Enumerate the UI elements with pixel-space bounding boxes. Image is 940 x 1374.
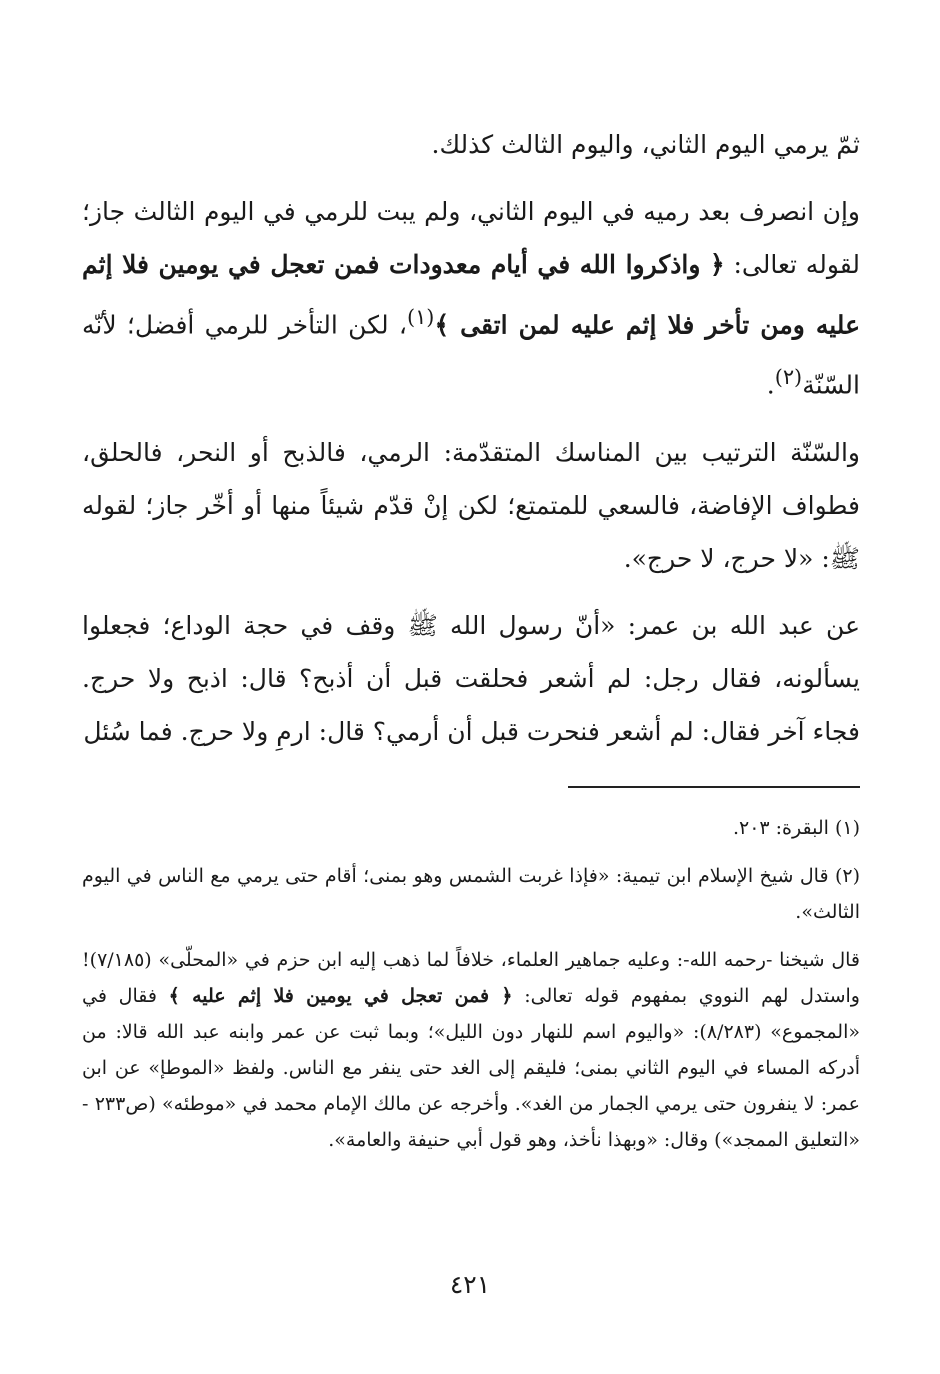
paragraph-2-text: وإن انصرف بعد رميه في اليوم الثاني، ولم يبت للرمي في اليوم الثالث جاز؛ لقوله تعالى: <box>82 197 860 279</box>
footnote-commentary-text: قال شيخنا -رحمه الله-: وعليه جماهير العلماء، خلافاً لما ذهب إليه ابن حزم في «المحلّى» (٧/١٨٥)! واستدل لهم النووي بمفهوم قوله تعالى: <box>82 948 860 1007</box>
paragraph-2-end: . <box>766 370 775 400</box>
paragraph-3: والسّنّة الترتيب بين المناسك المتقدّمة: الرمي، فالذبح أو النحر، فالحلق، فطواف الإفاضة، فالسعي للمتمتع؛ لكن إنْ قدّم شيئاً منها أو أخّر جاز؛ لقوله ﷺ: «لا حرج، لا حرج». <box>82 437 860 573</box>
footnote-ref-1: (١) <box>406 305 435 329</box>
footnote-ref-2: (٢) <box>774 365 803 390</box>
paragraph-2-continuation: ، لكن التأخر للرمي أفضل؛ لأنّه السّنّة <box>82 310 860 400</box>
quran-verse: ﴿ واذكروا الله في أيام معدودات فمن تعجل في يومين فلا إثم عليه ومن تأخر فلا إثم عليه لمن اتقى ﴾ <box>82 250 860 340</box>
footnote-quran-verse: ﴿ فمن تعجل في يومين فلا إثم عليه ﴾ <box>168 984 513 1007</box>
footnote-divider <box>568 786 860 788</box>
paragraph-2 <box>82 185 860 412</box>
paragraph-1: ثمّ يرمي اليوم الثاني، واليوم الثالث كذلك. <box>431 130 860 159</box>
paragraph-4: عن عبد الله بن عمر: «أنّ رسول الله ﷺ وقف في حجة الوداع؛ فجعلوا يسألونه، فقال رجل: لم أشعر فحلقت قبل أن أذبح؟ قال: اذبح ولا حرج. فجاء آخر فقال: لم أشعر فنحرت قبل أن أرمي؟ قال: ارمِ ولا حرج. فما سُئل <box>82 610 860 746</box>
footnote-commentary-continuation: فقال في «المجموع» (٨/٢٨٣): «واليوم اسم للنهار دون الليل»؛ وبما ثبت عن عمر وابنه عبد الله قالا: من أدركه المساء في اليوم الثاني بمنى؛ فليقم إلى الغد حتى ينفر مع الناس. ولفظ «الموطإ» عن ابن عمر: لا ينفرون حتى يرمي الجمار من الغد». وأخرجه عن مالك الإمام محمد في «موطئه» (ص٢٣٣ - «التعليق الممجد») وقال: «وبهذا نأخذ، وهو قول أبي حنيفة والعامة». <box>82 984 860 1151</box>
footnote-1: (١) البقرة: ٢٠٣. <box>732 816 860 839</box>
footnote-2: (٢) قال شيخ الإسلام ابن تيمية: «فإذا غربت الشمس وهو بمنى؛ أقام حتى يرمي مع الناس في اليوم الثالث». <box>82 864 860 923</box>
page-number: ٤٢١ <box>449 1270 491 1299</box>
footnote-2-commentary <box>82 942 860 1158</box>
